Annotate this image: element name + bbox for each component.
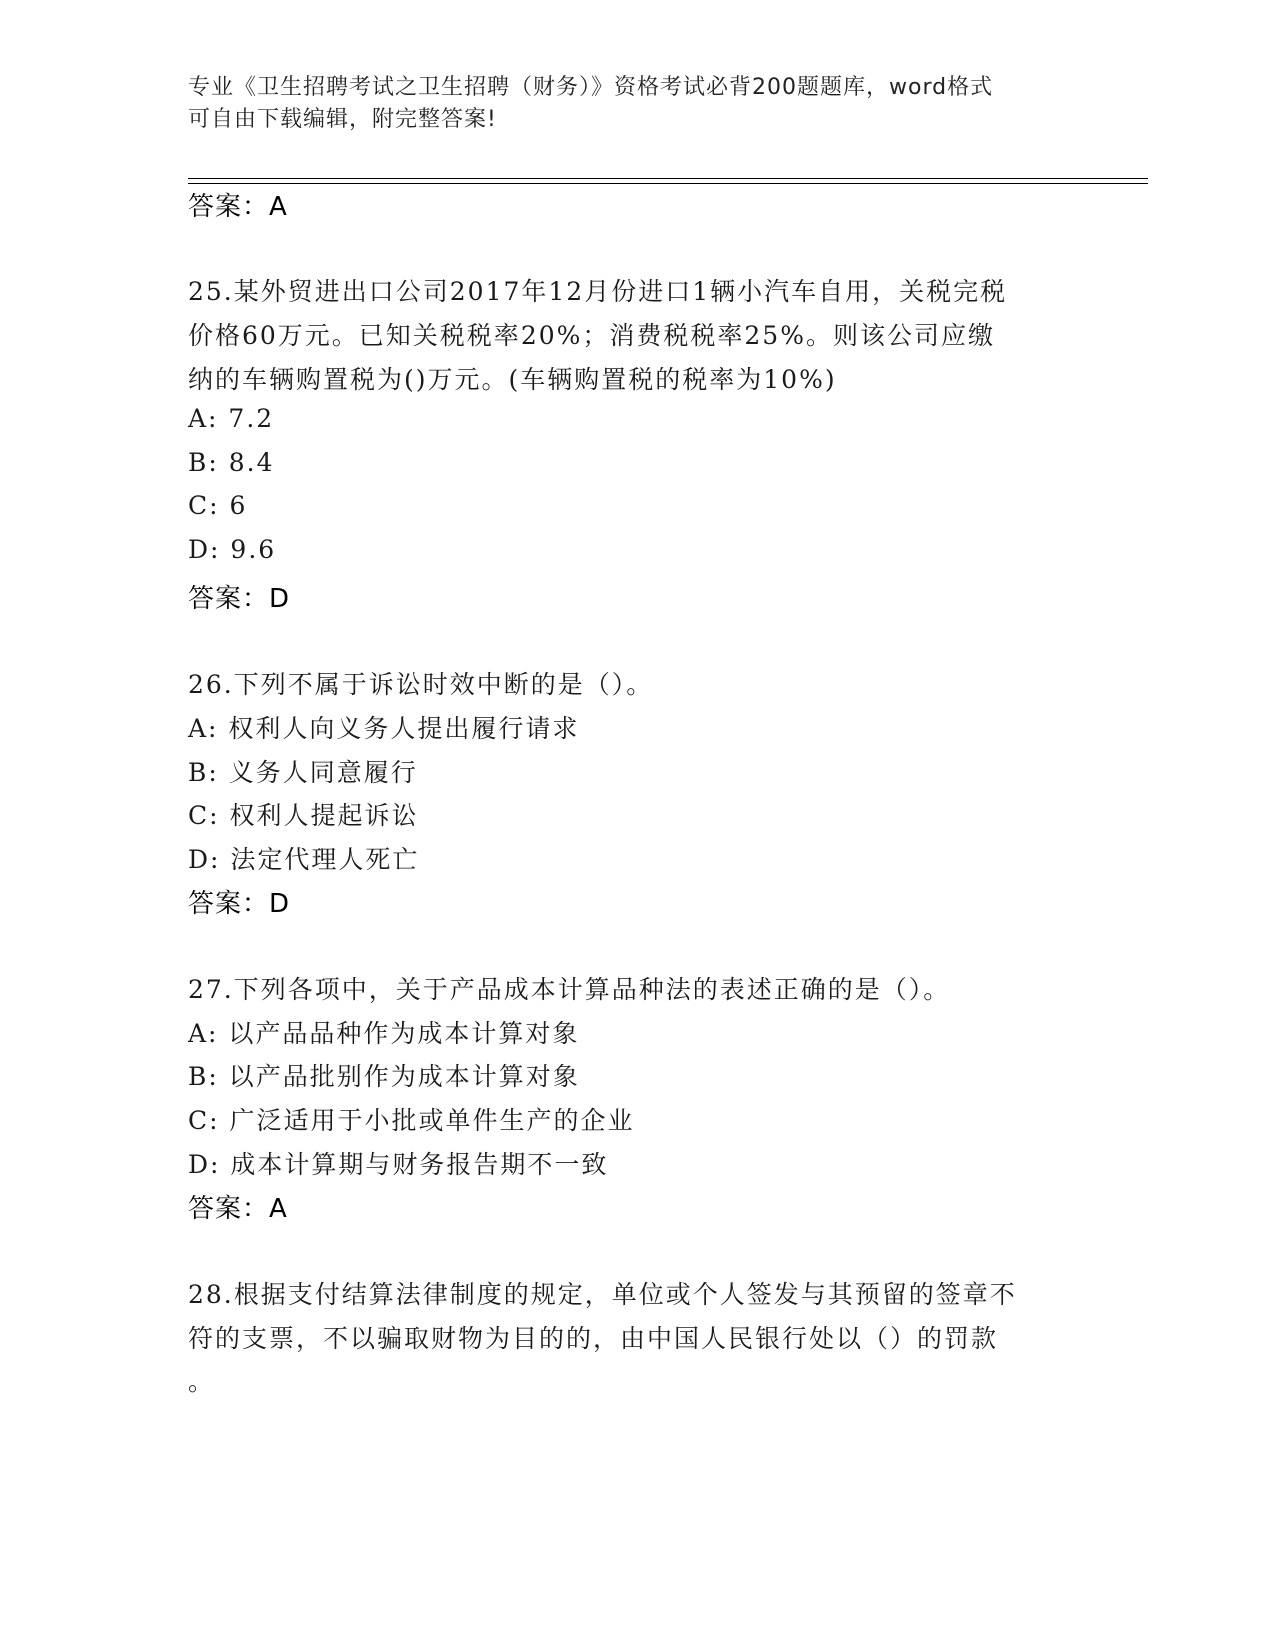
question-text-line: 价格60万元。已知关税税率20%；消费税税率25%。则该公司应缴 <box>188 321 995 350</box>
header-line-1: 专业《卫生招聘考试之卫生招聘（财务）》资格考试必背200题题库，word格式 <box>188 75 994 100</box>
question-text-line: 。 <box>188 1367 216 1396</box>
option-c: C: 6 <box>188 491 248 520</box>
header-rule-top <box>188 178 1148 179</box>
option-a: A: 以产品品种作为成本计算对象 <box>188 1019 580 1048</box>
option-b: B: 8.4 <box>188 448 275 477</box>
answer: 答案：A <box>188 1194 288 1224</box>
option-d: D: 成本计算期与财务报告期不一致 <box>188 1150 609 1179</box>
option-c: C: 广泛适用于小批或单件生产的企业 <box>188 1106 635 1135</box>
option-d: D: 法定代理人死亡 <box>188 845 420 874</box>
option-b: B: 义务人同意履行 <box>188 758 418 787</box>
document-header <box>188 72 1068 136</box>
question-text-line: 纳的车辆购置税为()万元。(车辆购置税的税率为10%) <box>188 365 837 394</box>
option-a: A: 7.2 <box>188 404 275 433</box>
answer: 答案：D <box>188 889 291 919</box>
question-text-line: 25.某外贸进出口公司2017年12月份进口1辆小汽车自用，关税完税 <box>188 277 1008 306</box>
question-text-line: 28.根据支付结算法律制度的规定，单位或个人签发与其预留的签章不 <box>188 1280 1017 1309</box>
answer: 答案：D <box>188 584 291 614</box>
option-a: A: 权利人向义务人提出履行请求 <box>188 714 580 743</box>
header-line-2: 可自由下载编辑，附完整答案! <box>188 107 497 132</box>
option-d: D: 9.6 <box>188 535 277 564</box>
question-text-line: 27.下列各项中，关于产品成本计算品种法的表述正确的是（）。 <box>188 975 951 1004</box>
question-text-line: 符的支票，不以骗取财物为目的的，由中国人民银行处以（）的罚款 <box>188 1324 999 1353</box>
question-text-line: 26.下列不属于诉讼时效中断的是（）。 <box>188 670 654 699</box>
option-b: B: 以产品批别作为成本计算对象 <box>188 1062 580 1091</box>
header-rule-bottom <box>188 183 1148 184</box>
previous-answer: 答案：A <box>188 192 288 222</box>
option-c: C: 权利人提起诉讼 <box>188 801 419 830</box>
